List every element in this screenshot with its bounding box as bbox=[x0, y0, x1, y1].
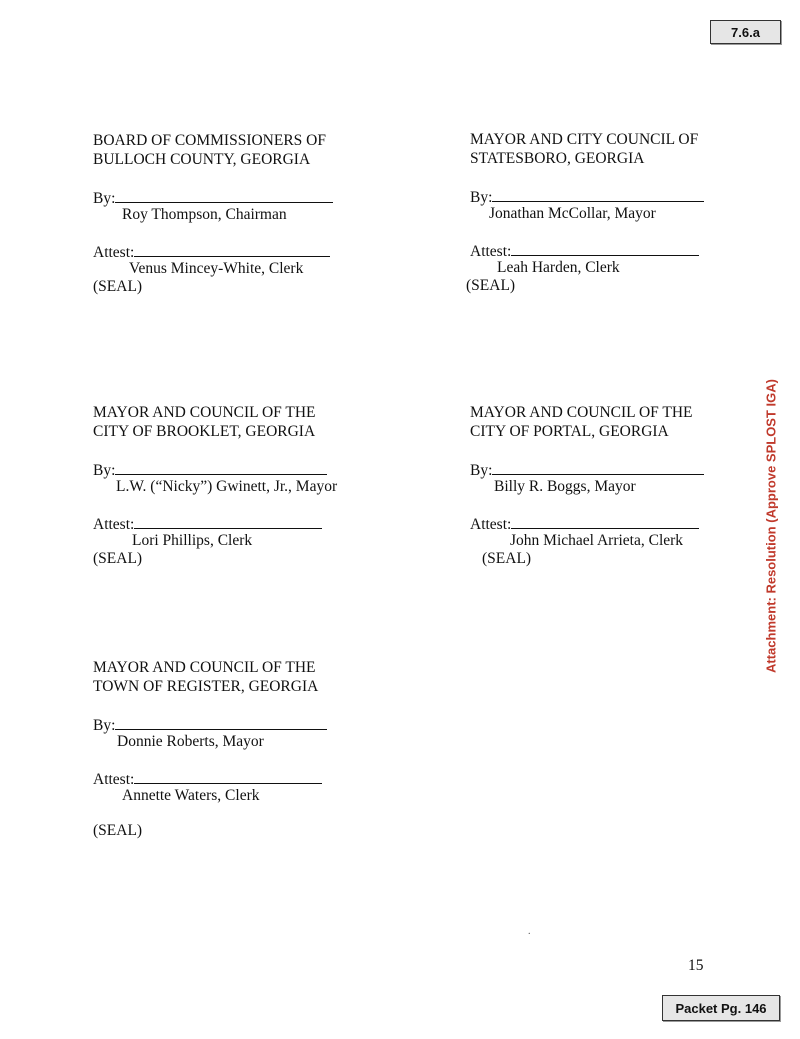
stray-mark: . bbox=[528, 926, 531, 937]
by-label: By: bbox=[93, 717, 116, 734]
seal-label: (SEAL) bbox=[93, 822, 143, 839]
by-label: By: bbox=[93, 190, 116, 207]
block-title-line2: TOWN OF REGISTER, GEORGIA bbox=[93, 678, 319, 695]
clerk-name: Annette Waters, Clerk bbox=[122, 787, 260, 804]
attest-rule bbox=[511, 241, 699, 256]
signer-name: Roy Thompson, Chairman bbox=[122, 206, 287, 223]
by-label: By: bbox=[470, 189, 493, 206]
attest-line bbox=[93, 514, 322, 534]
attest-rule bbox=[134, 769, 322, 784]
seal-label: (SEAL) bbox=[93, 550, 143, 567]
attest-label: Attest: bbox=[93, 244, 135, 261]
attachment-label: Attachment: Resolution (Approve SPLOST IGA) bbox=[763, 379, 779, 673]
block-title-line1: BOARD OF COMMISSIONERS OF bbox=[93, 132, 326, 149]
attest-label: Attest: bbox=[93, 771, 135, 788]
block-title-line1: MAYOR AND CITY COUNCIL OF bbox=[470, 131, 699, 148]
attest-line bbox=[470, 514, 699, 534]
by-line bbox=[93, 188, 333, 208]
page-number: 15 bbox=[688, 957, 704, 974]
clerk-name: John Michael Arrieta, Clerk bbox=[510, 532, 684, 549]
attest-line bbox=[470, 241, 699, 261]
block-title-line2: STATESBORO, GEORGIA bbox=[470, 150, 645, 167]
clerk-name: Lori Phillips, Clerk bbox=[132, 532, 253, 549]
block-title-line2: CITY OF PORTAL, GEORGIA bbox=[470, 423, 669, 440]
signer-name: L.W. (“Nicky”) Gwinett, Jr., Mayor bbox=[116, 478, 338, 495]
attest-label: Attest: bbox=[470, 243, 512, 260]
seal-label: (SEAL) bbox=[482, 550, 532, 567]
attest-line bbox=[93, 769, 322, 789]
seal-label: (SEAL) bbox=[93, 278, 143, 295]
signature-rule bbox=[492, 460, 704, 475]
signature-rule bbox=[115, 460, 327, 475]
signature-rule bbox=[115, 715, 327, 730]
signature-rule bbox=[115, 188, 333, 203]
by-line bbox=[93, 460, 327, 480]
signature-rule bbox=[492, 187, 704, 202]
block-title-line1: MAYOR AND COUNCIL OF THE bbox=[93, 404, 316, 421]
signer-name: Jonathan McCollar, Mayor bbox=[489, 205, 656, 222]
block-title-line2: CITY OF BROOKLET, GEORGIA bbox=[93, 423, 316, 440]
attest-line bbox=[93, 242, 330, 262]
by-label: By: bbox=[470, 462, 493, 479]
block-title-line1: MAYOR AND COUNCIL OF THE bbox=[470, 404, 693, 421]
by-line bbox=[93, 715, 327, 735]
clerk-name: Leah Harden, Clerk bbox=[497, 259, 620, 276]
by-label: By: bbox=[93, 462, 116, 479]
block-title-line2: BULLOCH COUNTY, GEORGIA bbox=[93, 151, 311, 168]
attest-rule bbox=[134, 514, 322, 529]
block-title-line1: MAYOR AND COUNCIL OF THE bbox=[93, 659, 316, 676]
attest-label: Attest: bbox=[470, 516, 512, 533]
packet-page-tag: Packet Pg. 146 bbox=[662, 995, 780, 1021]
signer-name: Billy R. Boggs, Mayor bbox=[494, 478, 636, 495]
exhibit-tag: 7.6.a bbox=[710, 20, 781, 44]
attest-label: Attest: bbox=[93, 516, 135, 533]
seal-label: (SEAL) bbox=[466, 277, 516, 294]
clerk-name: Venus Mincey-White, Clerk bbox=[129, 260, 304, 277]
attest-rule bbox=[511, 514, 699, 529]
signer-name: Donnie Roberts, Mayor bbox=[117, 733, 264, 750]
by-line bbox=[470, 187, 704, 207]
by-line bbox=[470, 460, 704, 480]
attest-rule bbox=[134, 242, 330, 257]
